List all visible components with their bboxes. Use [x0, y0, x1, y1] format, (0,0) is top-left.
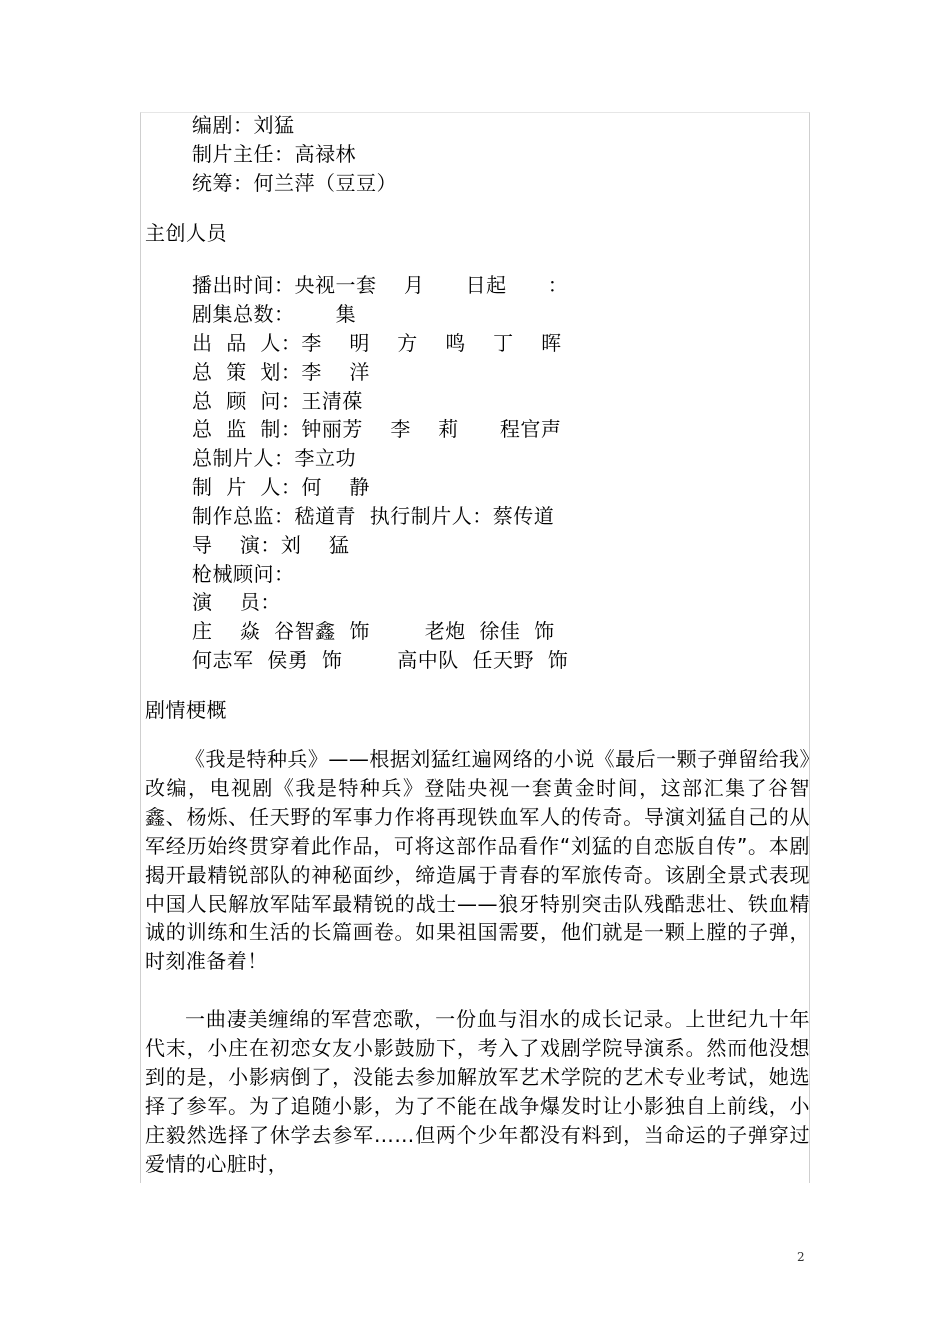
- cast-line-episodes: 剧集总数： 集: [192, 302, 357, 326]
- page-number: 2: [797, 1250, 805, 1264]
- cast-line-actors-row-1: 庄 焱 谷智鑫 饰 老炮 徐佳 饰: [192, 619, 555, 643]
- credit-production-director: 制片主任：高禄林: [192, 142, 356, 166]
- credit-screenwriter: 编剧：刘猛: [192, 113, 295, 137]
- cast-line-director: 导 演：刘 猛: [192, 533, 350, 557]
- credit-coordinator: 统筹：何兰萍（豆豆）: [192, 171, 397, 195]
- section-heading-plot: 剧情梗概: [145, 698, 227, 722]
- cast-line-producer: 出 品 人：李 明 方 鸣 丁 晖: [192, 331, 562, 355]
- cast-line-chief-planner: 总 策 划：李 洋: [192, 360, 370, 384]
- cast-line-actors-row-2: 何志军 侯勇 饰 高中队 任天野 饰: [192, 648, 569, 672]
- cast-line-air-time: 播出时间：央视一套 月 日起 ：: [192, 273, 569, 297]
- plot-paragraph-2: 一曲凄美缠绵的军营恋歌，一份血与泪水的成长记录。上世纪九十年代末，小庄在初恋女友小影鼓励下，考入了戏剧学院导演系。然而他没想到的是，小影病倒了，没能去参加解放军艺术学院的艺术专业考试，她选择了参军。为了追随小影，为了不能在战争爆发时让小影独自上前线，小庄毅然选择了休学去参军……但两个少年都没有料到，当命运的子弹穿过爱情的心脏时，: [145, 1007, 810, 1176]
- section-heading-cast: 主创人员: [145, 221, 227, 245]
- cast-line-chief-supervisor: 总 监 制：钟丽芳 李 莉 程官声: [192, 417, 562, 441]
- plot-paragraph-1: 《我是特种兵》——根据刘猛红遍网络的小说《最后一颗子弹留给我》改编，电视剧《我是特种兵》登陆央视一套黄金时间，这部汇集了谷智鑫、杨烁、任天野的军事力作将再现铁血军人的传奇。导演刘猛自己的从军经历始终贯穿着此作品，可将这部作品看作“刘猛的自恋版自传”。本剧揭开最精锐部队的神秘面纱，缔造属于青春的军旅传奇。该剧全景式表现中国人民解放军陆军最精锐的战士——狼牙特别突击队残酷悲壮、铁血精诚的训练和生活的长篇画卷。如果祖国需要，他们就是一颗上膛的子弹，时刻准备着！: [145, 747, 810, 974]
- cast-line-production-director: 制作总监：嵇道青 执行制片人：蔡传道: [192, 504, 555, 528]
- cast-line-producer-person: 制 片 人：何 静: [192, 475, 370, 499]
- cast-line-chief-advisor: 总 顾 问：王清葆: [192, 389, 363, 413]
- cast-line-executive-producer: 总制片人：李立功: [192, 446, 356, 470]
- cast-line-weapons-advisor: 枪械顾问：: [192, 562, 295, 586]
- cast-line-actors-label: 演 员：: [192, 590, 281, 614]
